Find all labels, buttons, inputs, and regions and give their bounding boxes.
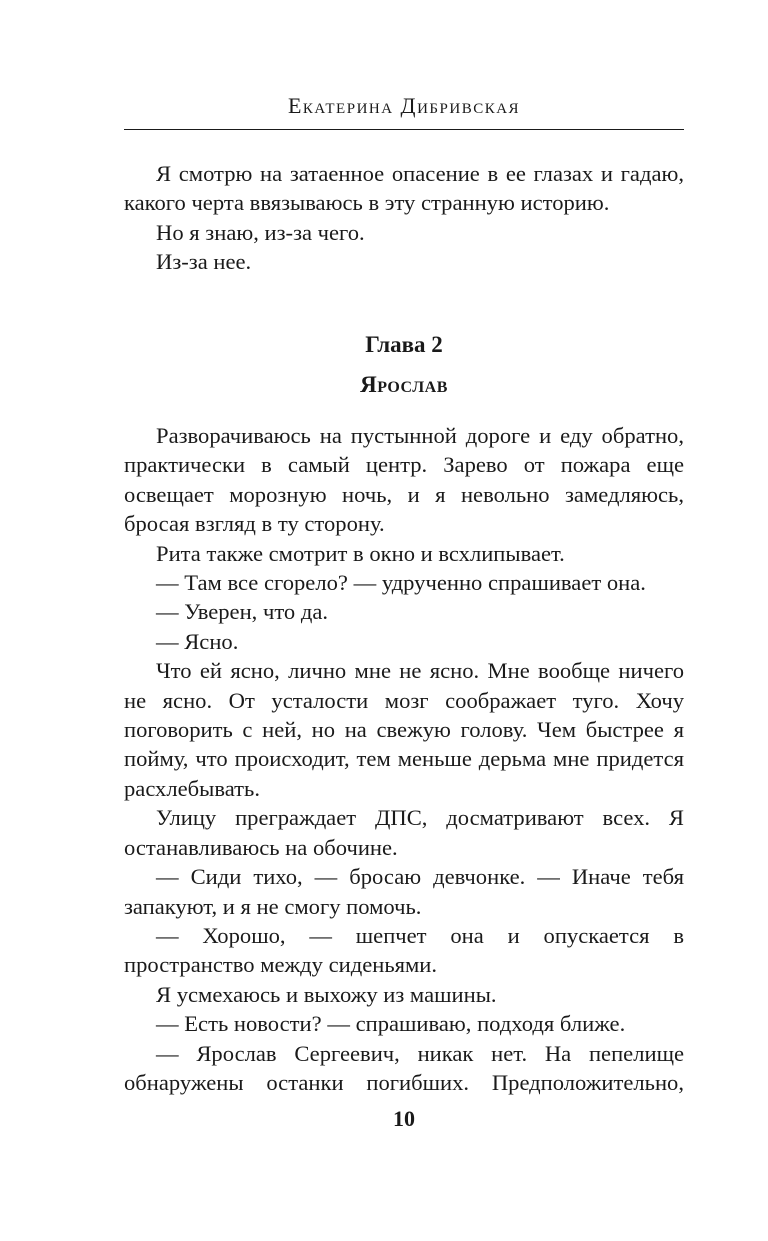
page-number: 10 — [393, 1106, 415, 1131]
dialogue-line: — Там все сгорело? — удрученно спрашивает она. — [156, 570, 646, 596]
dialogue-line: — Сиди тихо, — бросаю девчонке. — Иначе тебя запакуют, и я не смогу помочь. — [124, 864, 684, 919]
paragraph: Но я знаю, из-за чего. — [156, 219, 365, 245]
paragraph: Я усмехаюсь и выхожу из машины. — [156, 981, 497, 1007]
paragraph: Из-за нее. — [156, 249, 252, 275]
dialogue-line: — Ярослав Сергеевич, никак нет. На пепелище обнаружены останки погибших. Предположительно, — [124, 1040, 684, 1095]
chapter-number: Глава 2 — [365, 332, 443, 357]
body-text-block — [124, 421, 684, 1097]
dialogue-line: — Ясно. — [156, 628, 239, 654]
header-rule — [124, 129, 684, 130]
dialogue-line: — Хорошо, — шепчет она и опускается в пространство между сиденьями. — [124, 922, 684, 978]
paragraph: Рита также смотрит в окно и всхлипывает. — [156, 540, 565, 566]
chapter-title: Ярослав — [360, 372, 448, 397]
paragraph: Я смотрю на затаенное опасение в ее глазах и гадаю, какого черта ввязываюсь в эту странную историю. — [124, 161, 684, 216]
dialogue-line: — Есть новости? — спрашиваю, подходя ближе. — [156, 1011, 626, 1037]
dialogue-line: — Уверен, что да. — [156, 599, 329, 625]
paragraph: Что ей ясно, лично мне не ясно. Мне вообще ничего не ясно. От усталости мозг соображает туго. Хочу поговорить с ней, но на свежую голову. Чем быстрее я пойму, что происходит, тем меньше дерьма мне придется расхлебывать. — [124, 658, 684, 801]
paragraph: Разворачиваюсь на пустынной дороге и еду обратно, практически в самый центр. Зарево от пожара еще освещает морозную ночь, и я невольно замедляюсь, бросая взгляд в ту сторону. — [124, 423, 684, 537]
running-head: Екатерина Дибривская — [287, 93, 521, 118]
paragraph: Улицу преграждает ДПС, досматривают всех. Я останавливаюсь на обочине. — [124, 805, 684, 860]
top-text-block — [124, 159, 684, 277]
